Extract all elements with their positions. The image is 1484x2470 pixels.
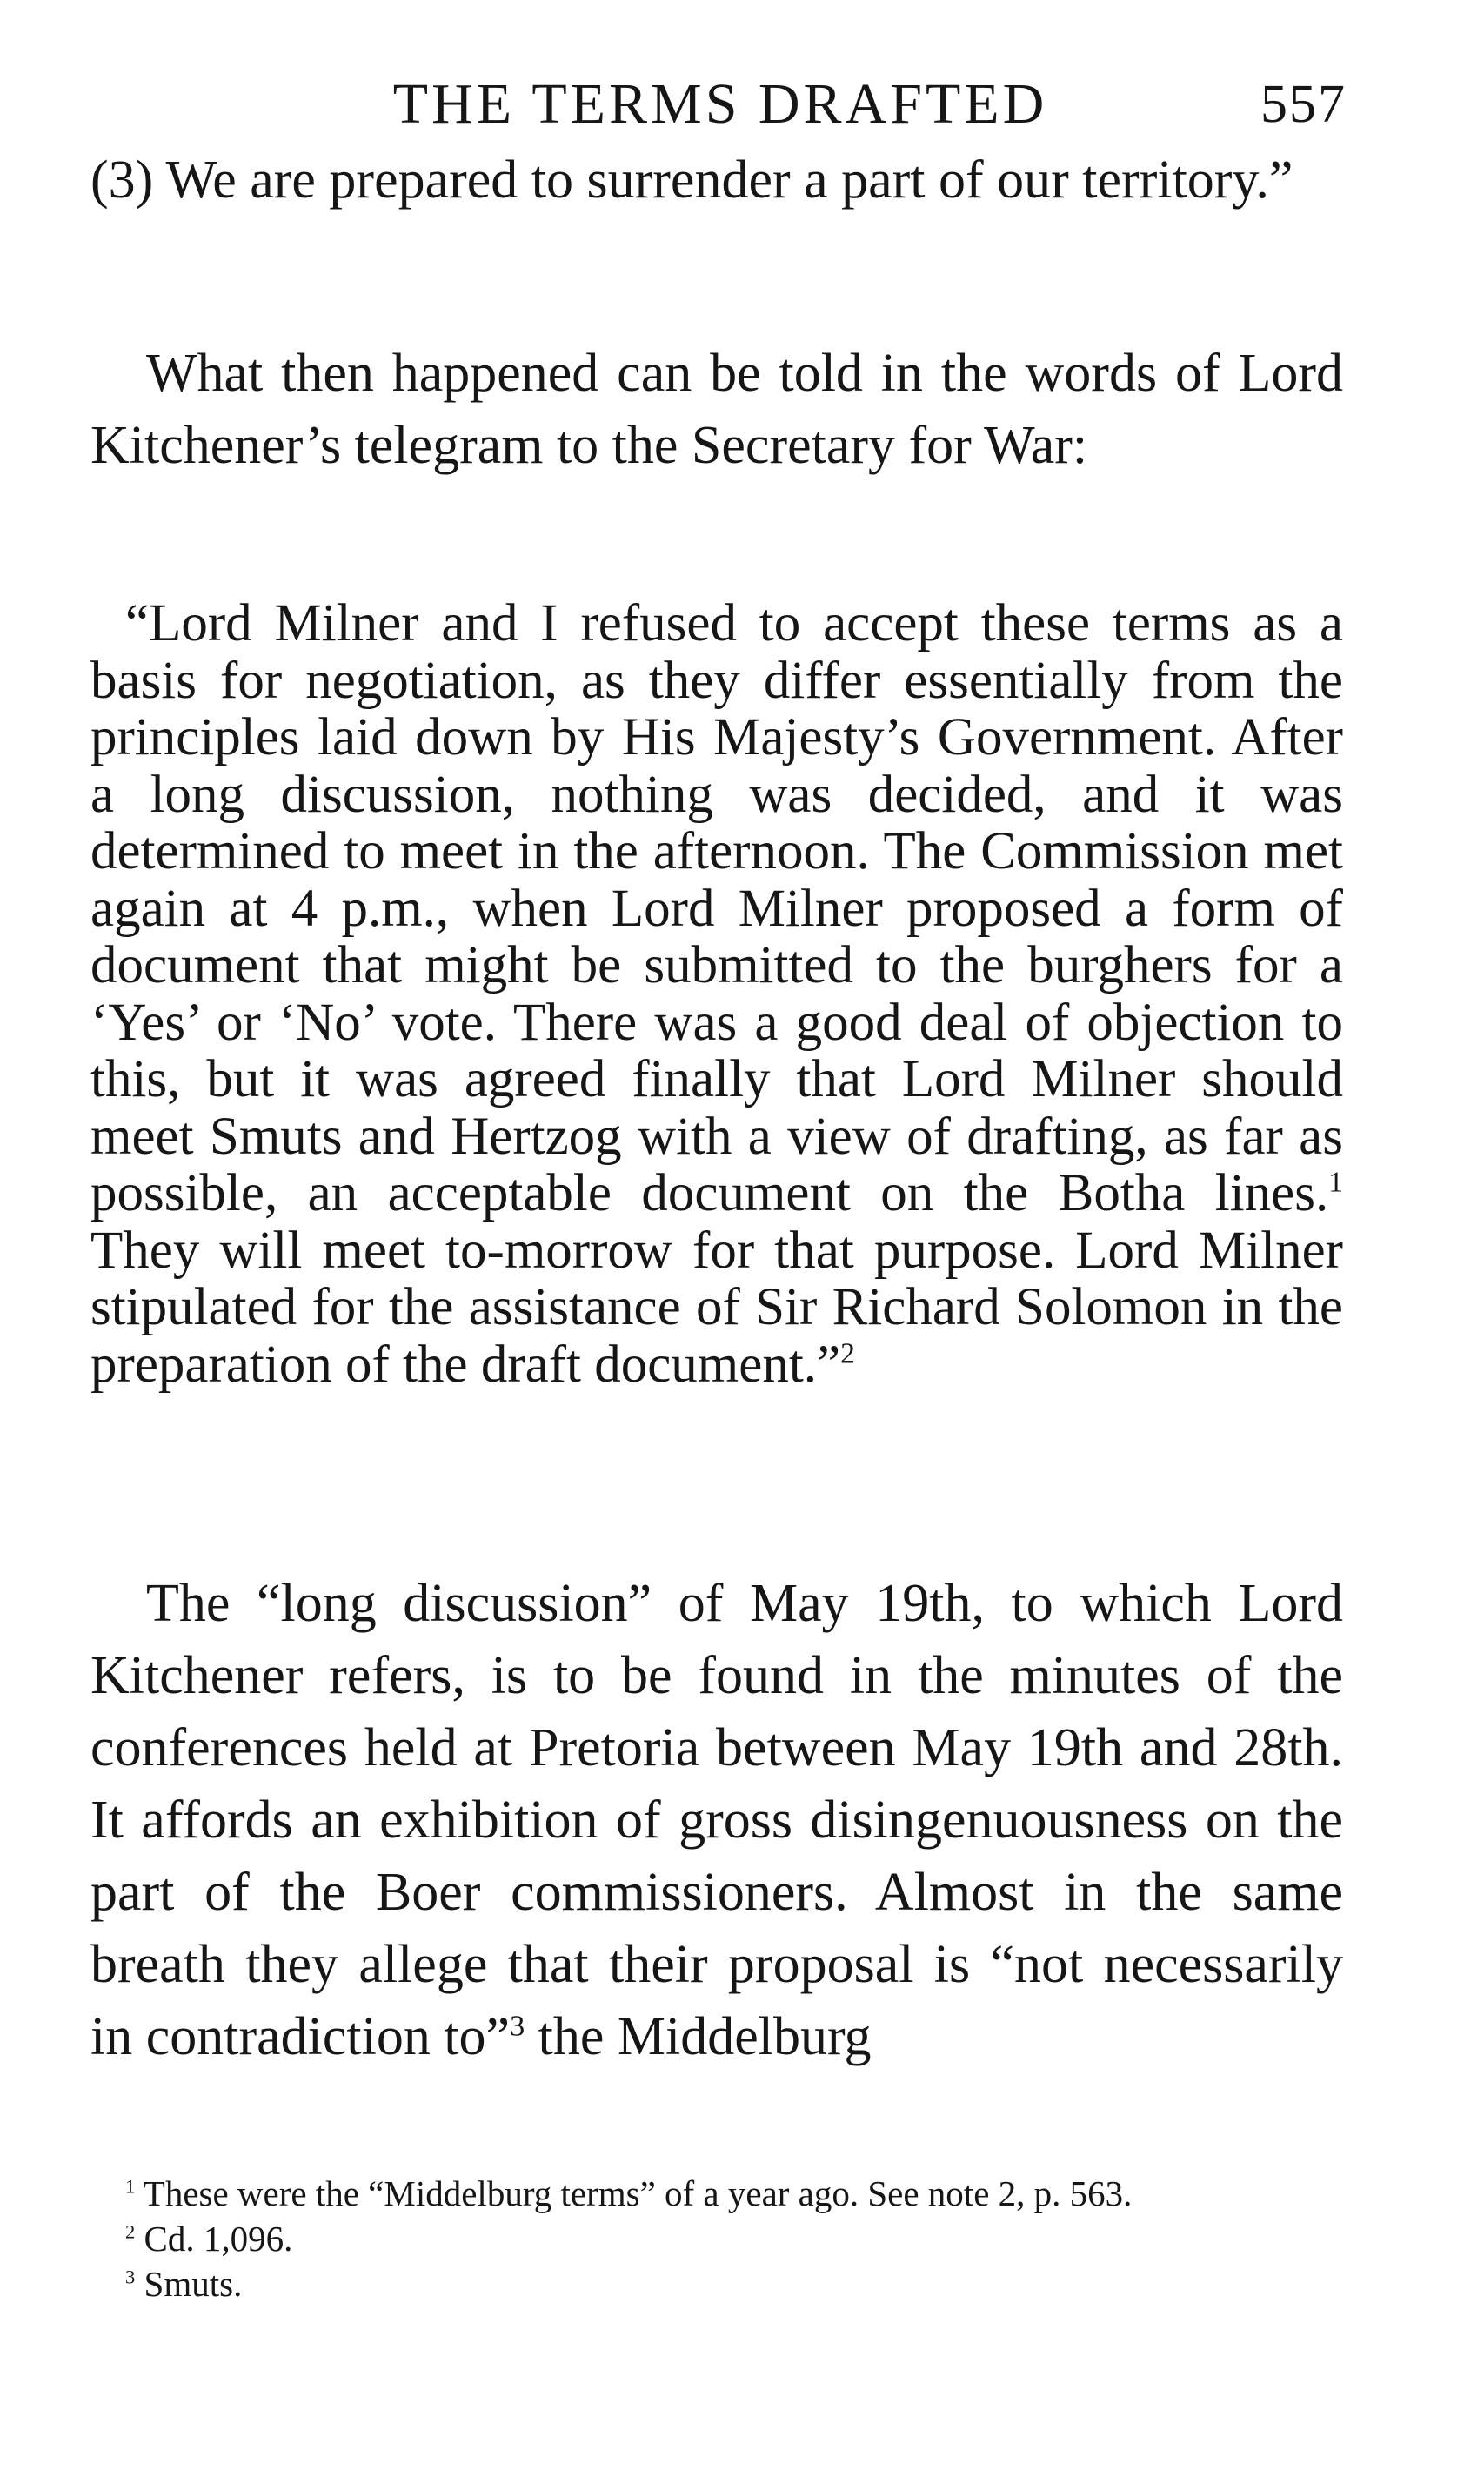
page-number: 557	[1260, 75, 1347, 134]
footnote-mark-1: 1	[125, 2175, 136, 2198]
quote-text-part2: They will meet to-morrow for that purpose. Lord Milner stipulated for the assistance of Sir Richard Solomon in the preparation of the draft document.”	[90, 1221, 1343, 1394]
paragraph-opening: (3) We are prepared to surrender a part of our territory.”	[90, 151, 1293, 210]
footnote-1	[90, 2171, 1343, 2216]
paragraph-discussion	[90, 1568, 1343, 2073]
running-header	[94, 70, 1347, 139]
footnote-text-2: Cd. 1,096.	[135, 2219, 293, 2259]
footnotes	[90, 2171, 1343, 2306]
footnote-ref-1: 1	[1328, 1166, 1343, 1199]
footnote-text-3: Smuts.	[135, 2264, 243, 2304]
footnote-text-1: These were the “Middelburg terms” of a year ago. See note 2, p. 563.	[135, 2173, 1133, 2213]
footnote-mark-3: 3	[125, 2266, 136, 2288]
footnote-ref-2: 2	[840, 1337, 855, 1370]
discussion-text-part2: the Middelburg	[525, 2007, 872, 2066]
running-title: THE TERMS DRAFTED	[392, 72, 1048, 136]
discussion-text-part1: The “long discussion” of May 19th, to which Lord Kitchener refers, is to be found in the minutes of the conferences held at Pretoria between May 19th and 28th. It affords an exhibition of gross disingenuousness on the part of the Boer commissioners. Almost in the same breath they allege that their proposal is “not necessarily in contradiction to”	[90, 1574, 1343, 2066]
footnote-mark-2: 2	[125, 2220, 136, 2243]
telegram-quote	[90, 595, 1343, 1393]
quote-text-part1: “Lord Milner and I refused to accept these terms as a basis for negotiation, as they differ essentially from the principles laid down by His Majesty’s Government. After a long discussion, nothing was decided, and it was determined to meet in the afternoon. The Commission met again at 4 p.m., when Lord Milner proposed a form of document that might be submitted to the burghers for a ‘Yes’ or ‘No’ vote. There was a good deal of objection to this, but it was agreed finally that Lord Milner should meet Smuts and Hertzog with a view of drafting, as far as possible, an acceptable document on the Botha lines.	[90, 594, 1343, 1222]
footnote-3	[90, 2261, 1343, 2306]
footnote-2	[90, 2216, 1343, 2261]
paragraph-intro: What then happened can be told in the words of Lord Kitchener’s telegram to the Secretary for War:	[90, 344, 1343, 475]
footnote-ref-3: 3	[510, 2010, 525, 2043]
